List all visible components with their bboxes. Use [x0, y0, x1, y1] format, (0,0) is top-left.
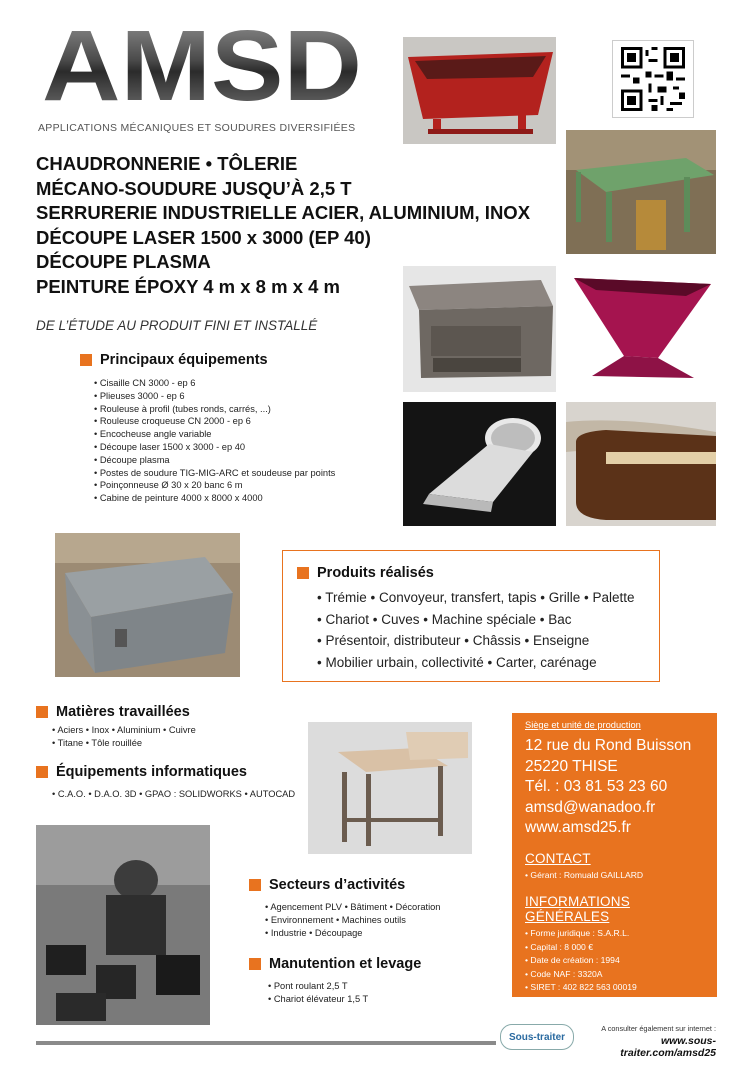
orange-bullet-icon [36, 766, 48, 778]
orange-bullet-icon [249, 879, 261, 891]
list-item: • Pont roulant 2,5 T [268, 981, 348, 991]
section-title-text: Matières travaillées [56, 704, 190, 720]
svg-text:AMSD: AMSD [42, 20, 362, 110]
equipements-list [94, 377, 335, 505]
list-item: • Capital : 8 000 € [525, 941, 593, 952]
infos-list [525, 927, 704, 995]
list-item: • Poinçonneuse Ø 30 x 20 banc 6 m [94, 480, 243, 491]
website-link[interactable]: www.amsd25.fr [525, 819, 631, 836]
photo-mesh-basket [55, 533, 240, 677]
orange-bullet-icon [80, 354, 92, 366]
siege-label: Siège et unité de production [525, 720, 641, 730]
matieres-list [52, 724, 196, 750]
headline: CHAUDRONNERIE • TÔLERIE [36, 153, 298, 174]
produits-box [282, 550, 660, 682]
list-item: • Trémie • Convoyeur, transfert, tapis • Grille • Palette [317, 590, 635, 605]
photo-red-hopper [403, 37, 556, 144]
list-item: • Cisaille CN 3000 - ep 6 [94, 378, 196, 388]
photo-purple-planter [566, 266, 716, 392]
tagline: DE L’ÉTUDE AU PRODUIT FINI ET INSTALLÉ [36, 318, 318, 333]
photo-wooden-tables [308, 722, 472, 854]
informatique-list [52, 788, 295, 801]
list-item: • Chariot • Cuves • Machine spéciale • Bac [317, 611, 572, 627]
list-item: • Agencement PLV • Bâtiment • Décoration [265, 902, 441, 912]
orange-bullet-icon [249, 958, 261, 970]
company-subtitle: APPLICATIONS MÉCANIQUES ET SOUDURES DIVERSIFIÉES [38, 122, 356, 134]
list-item: • Rouleuse croqueuse CN 2000 - ep 6 [94, 416, 251, 427]
photo-metal-cabinet [403, 266, 556, 392]
photo-wooden-counter [566, 402, 716, 526]
orange-bullet-icon [297, 567, 309, 579]
list-item: • Mobilier urbain, collectivité • Carter, carénage [317, 654, 597, 670]
address-line1: 12 rue du Rond Buisson [525, 737, 692, 754]
list-item: • Aciers • Inox • Aluminium • Cuivre [52, 725, 196, 735]
list-item: • Encocheuse angle variable [94, 429, 212, 440]
list-item: • C.A.O. • D.A.O. 3D • GPAO : SOLIDWORKS • AUTOCAD [52, 789, 296, 799]
section-title-text: Secteurs d’activités [269, 877, 406, 893]
list-item: • Plieuses 3000 - ep 6 [94, 390, 185, 401]
photo-white-duct [403, 402, 556, 526]
contact-heading: CONTACT [525, 850, 591, 866]
section-title-produits [297, 565, 645, 581]
photo-green-table [566, 130, 716, 254]
footer-consult: A consulter également sur internet : [601, 1024, 716, 1033]
orange-bullet-icon [36, 706, 48, 718]
section-title-text: Équipements informatiques [56, 764, 247, 780]
section-title-matieres [36, 704, 190, 720]
sous-traiter-logo-text: Sous-traiter [508, 1031, 566, 1043]
list-item: • Titane • Tôle rouillée [52, 737, 143, 748]
section-title-text: Manutention et levage [269, 956, 422, 972]
list-item: • Postes de soudure TIG-MIG-ARC et soudeuse par points [94, 467, 336, 478]
infos-heading: INFORMATIONS GÉNÉRALES [525, 894, 630, 924]
gerant: • Gérant : Romuald GAILLARD [525, 869, 644, 880]
section-title-text: Produits réalisés [317, 565, 434, 581]
contact-box [512, 713, 717, 997]
section-title-equipements [80, 352, 268, 368]
headline: DÉCOUPE PLASMA [36, 251, 211, 272]
footer-divider [36, 1041, 496, 1045]
footer-url-link[interactable]: www.sous-traiter.com/amsd25 [620, 1035, 716, 1059]
headline: PEINTURE ÉPOXY 4 m x 8 m x 4 m [36, 275, 341, 297]
headline: MÉCANO-SOUDURE JUSQU’À 2,5 T [36, 177, 352, 199]
list-item: • Industrie • Découpage [265, 927, 363, 938]
headline: SERRURERIE INDUSTRIELLE ACIER, ALUMINIUM, INOX [36, 202, 531, 223]
sous-traiter-logo[interactable] [500, 1024, 574, 1050]
list-item: • Découpe plasma [94, 454, 170, 465]
list-item: • SIRET : 402 822 563 00019 [525, 982, 637, 992]
headline: DÉCOUPE LASER 1500 x 3000 (EP 40) [36, 226, 371, 248]
list-item: • Découpe laser 1500 x 3000 - ep 40 [94, 441, 246, 452]
amsd-logo [38, 20, 368, 110]
secteurs-list [265, 901, 440, 939]
list-item: • Rouleuse à profil (tubes ronds, carrés, ...) [94, 403, 271, 414]
qr-code [612, 40, 694, 118]
list-item: • Forme juridique : S.A.R.L. [525, 928, 630, 938]
photo-welder-workshop [36, 825, 210, 1025]
list-item: • Cabine de peinture 4000 x 8000 x 4000 [94, 493, 263, 504]
manutention-list [268, 980, 368, 1006]
list-item: • Présentoir, distributeur • Châssis • Enseigne [317, 633, 590, 648]
footer-text [578, 1024, 716, 1059]
address-line2: 25220 THISE [525, 757, 618, 775]
phone[interactable]: Tél. : 03 81 53 23 60 [525, 778, 668, 795]
section-title-secteurs [249, 877, 405, 893]
list-item: • Code NAF : 3320A [525, 968, 603, 979]
email-link[interactable]: amsd@wanadoo.fr [525, 798, 656, 816]
list-item: • Date de création : 1994 [525, 955, 620, 965]
produits-list [297, 587, 645, 673]
section-title-manutention [249, 956, 421, 972]
list-item: • Environnement • Machines outils [265, 914, 406, 925]
section-title-text: Principaux équipements [100, 352, 268, 368]
list-item: • Chariot élévateur 1,5 T [268, 993, 369, 1004]
section-title-informatique [36, 764, 247, 780]
